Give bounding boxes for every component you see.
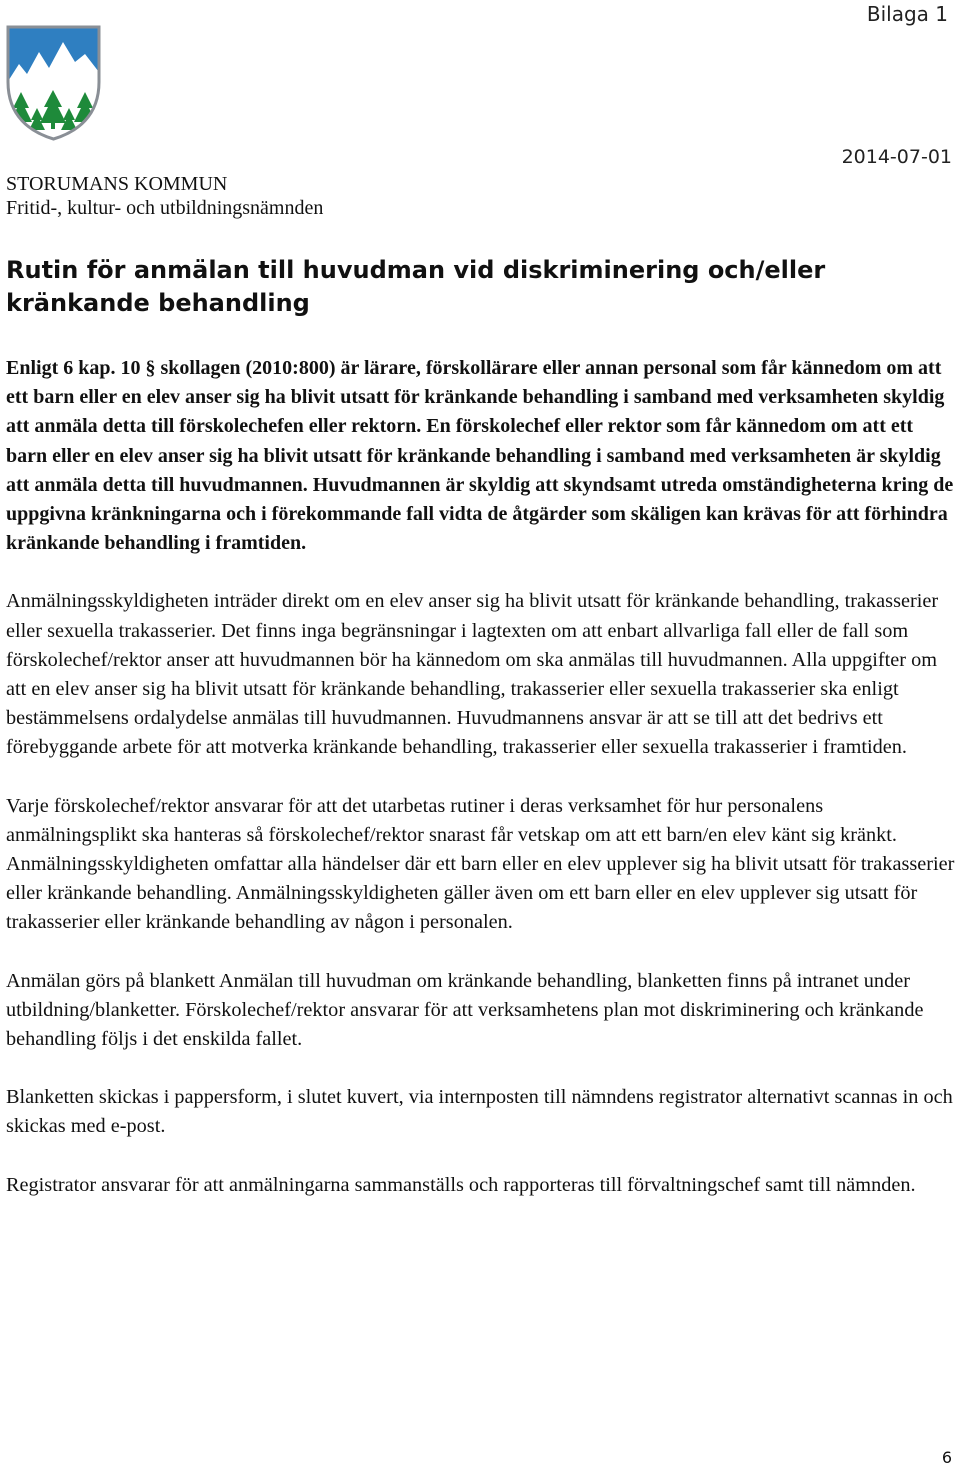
page-number: 6: [941, 1448, 952, 1467]
organization-block: [6, 172, 323, 220]
document-title: Rutin för anmälan till huvudman vid diskriminering och/eller kränkande behandling: [6, 256, 826, 317]
annex-label: Bilaga 1: [866, 2, 948, 26]
paragraph-principal-routines: Varje förskolechef/rektor ansvarar för att det utarbetas rutiner i deras verksamhet för hur personalens anmälningsplikt ska hanteras så förskolechef/rektor snarast får vetskap om att ett barn/en elev känt sig kränkt. Anmälningsskyldigheten omfattar alla händelser där ett barn eller en elev upplever sig ha blivit utsatt för trakasserier eller kränkande behandling. Anmälningsskyldigheten gäller även om ett barn eller en elev upplever sig utsatt för trakasserier eller kränkande behandling av någon i personalen.: [6, 794, 955, 934]
paragraph-legal-basis: Enligt 6 kap. 10 § skollagen (2010:800) är lärare, förskollärare eller annan personal som får kännedom om att ett barn eller en elev anser sig ha blivit utsatt för kränkande behandling i samband med verksamheten skyldig att anmäla detta till förskolechefen eller rektorn. En förskolechef eller rektor som får kännedom om att ett barn eller en elev anser sig ha blivit utsatt för kränkande behandling i samband med verksamheten är skyldig att anmäla detta till huvudmannen. Huvudmannen är skyldig att skyndsamt utreda omständigheterna kring de uppgivna kränkningarna och i förekommande fall vidta de åtgärder som skäligen kan krävas för att förhindra kränkande behandling i framtiden.: [6, 357, 954, 555]
organization-unit: Fritid-, kultur- och utbildningsnämnden: [6, 197, 324, 219]
paragraph-registrar: Registrator ansvarar för att anmälningarna sammanställs och rapporteras till förvaltningschef samt till nämnden.: [6, 1173, 916, 1196]
paragraph-submission: Blanketten skickas i pappersform, i slutet kuvert, via internposten till nämndens registrator alternativt scannas in och skickas med e-post.: [6, 1086, 953, 1138]
document-body: [6, 354, 956, 1229]
paragraph-reporting-obligation: Anmälningsskyldigheten inträder direkt om en elev anser sig ha blivit utsatt för kränkande behandling, trakasserier eller sexuella trakasserier. Det finns inga begränsningar i lagtexten om att enbart allvarliga fall eller de fall som förskolechef/rektor anser att huvudmannen bör ha kännedom om ska anmälas till huvudmannen. Alla uppgifter om att en elev anser sig ha blivit utsatt för kränkande behandling, trakasserier eller sexuella trakasserier ska enligt bestämmelsens ordalydelse anmälas till huvudmannen. Huvudmannens ansvar är att se till att det bedrivs ett förebyggande arbete för att motverka kränkande behandling, trakasserier eller sexuella trakasserier i framtiden.: [6, 590, 939, 759]
organization-name: STORUMANS KOMMUN: [6, 173, 228, 195]
municipal-coat-of-arms-icon: [5, 24, 102, 142]
document-date: 2014-07-01: [841, 146, 952, 168]
paragraph-form-instructions: Anmälan görs på blankett Anmälan till huvudman om kränkande behandling, blanketten finns på intranet under utbildning/blanketter. Förskolechef/rektor ansvarar för att verksamhetens plan mot diskriminering och kränkande behandling följs i det enskilda fallet.: [6, 969, 924, 1051]
